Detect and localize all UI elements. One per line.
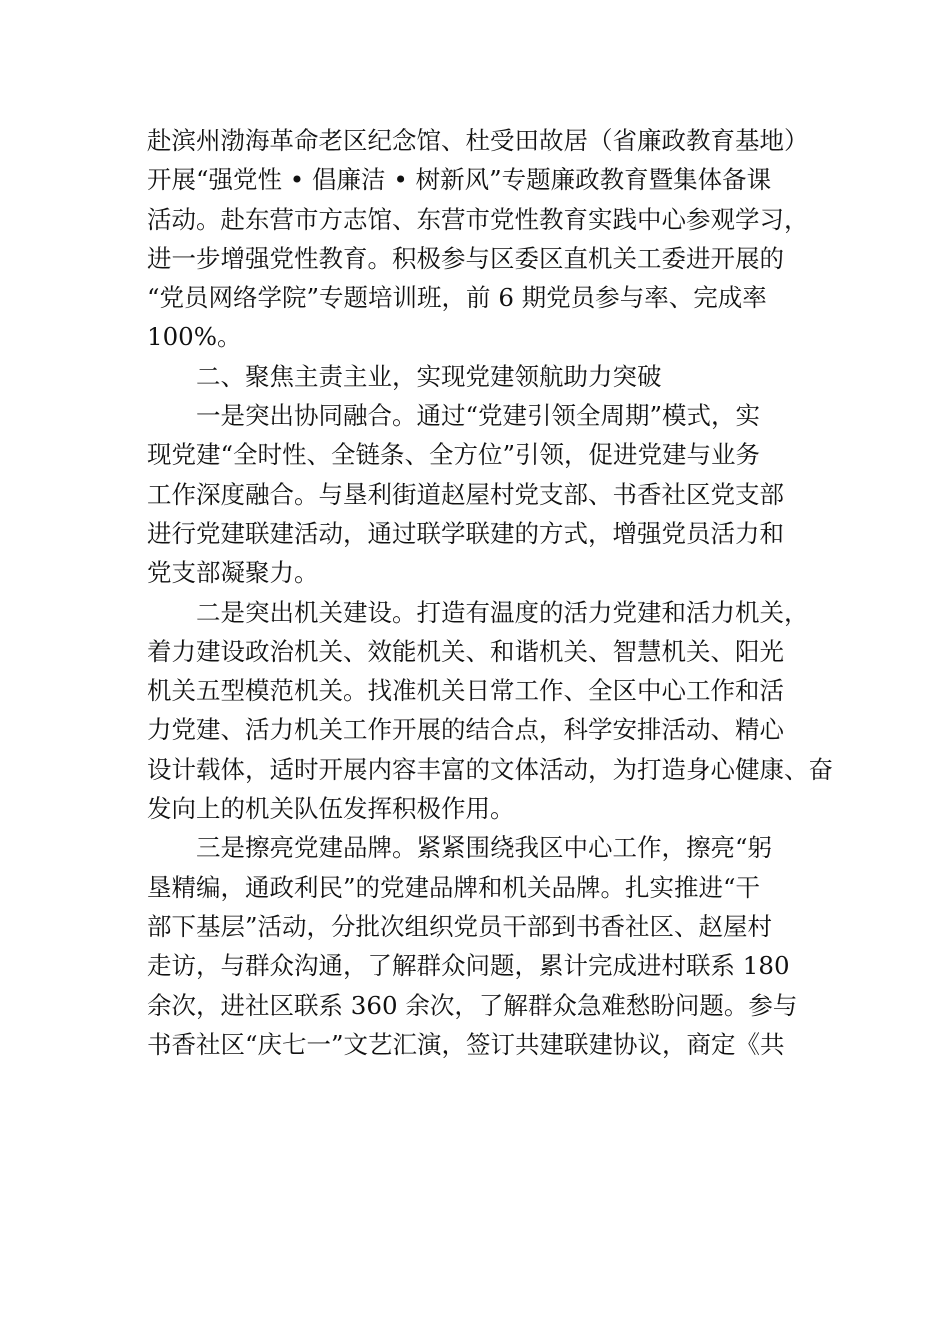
- text-line: 三是擦亮党建品牌。紧紧围绕我区中心工作，擦亮“躬: [196, 833, 773, 863]
- text-line: 垦精编，通政利民”的党建品牌和机关品牌。扎实推进“干: [147, 872, 761, 902]
- text-line: 余次，进社区联系 360 余次，了解群众急难愁盼问题。参与: [147, 990, 798, 1020]
- text-line: 活动。赴东营市方志馆、东营市党性教育实践中心参观学习，: [147, 204, 809, 234]
- document-body: [147, 121, 833, 1064]
- text-line: 赴滨州渤海革命老区纪念馆、杜受田故居（省廉政教育基地）: [147, 126, 809, 155]
- text-line: 部下基层”活动，分批次组织党员干部到书香社区、赵屋村: [147, 911, 773, 941]
- text-line: 100%。: [147, 322, 242, 352]
- text-line: 现党建“全时性、全链条、全方位”引领，促进党建与业务: [147, 440, 761, 470]
- text-line: 进行党建联建活动，通过联学联建的方式，增强党员活力和: [147, 518, 784, 548]
- text-line: 开展“强党性 • 倡廉洁 • 树新风”专题廉政教育暨集体备课: [147, 165, 772, 195]
- text-line: “党员网络学院”专题培训班，前 6 期党员参与率、完成率: [147, 283, 767, 313]
- text-line: 二、聚焦主责主业，实现党建领航助力突破: [196, 361, 662, 391]
- text-line: 党支部凝聚力。: [147, 558, 319, 588]
- text-line: 书香社区“庆七一”文艺汇演，签订共建联建协议，商定《共: [147, 1029, 785, 1059]
- text-line: 进一步增强党性教育。积极参与区委区直机关工委进开展的: [147, 243, 784, 273]
- text-line: 工作深度融合。与垦利街道赵屋村党支部、书香社区党支部: [147, 479, 784, 509]
- text-line: 着力建设政治机关、效能机关、和谐机关、智慧机关、阳光: [147, 636, 784, 666]
- text-line: 力党建、活力机关工作开展的结合点，科学安排活动、精心: [147, 715, 784, 745]
- text-line: 机关五型模范机关。找准机关日常工作、全区中心工作和活: [147, 676, 784, 706]
- text-line: 一是突出协同融合。通过“党建引领全周期”模式，实: [196, 401, 761, 431]
- text-line: 发向上的机关队伍发挥积极作用。: [147, 794, 515, 824]
- text-line: 设计载体，适时开展内容丰富的文体活动，为打造身心健康、奋: [147, 754, 833, 784]
- text-line: 走访，与群众沟通，了解群众问题，累计完成进村联系 180: [147, 951, 790, 981]
- text-line: 二是突出机关建设。打造有温度的活力党建和活力机关，: [196, 597, 809, 627]
